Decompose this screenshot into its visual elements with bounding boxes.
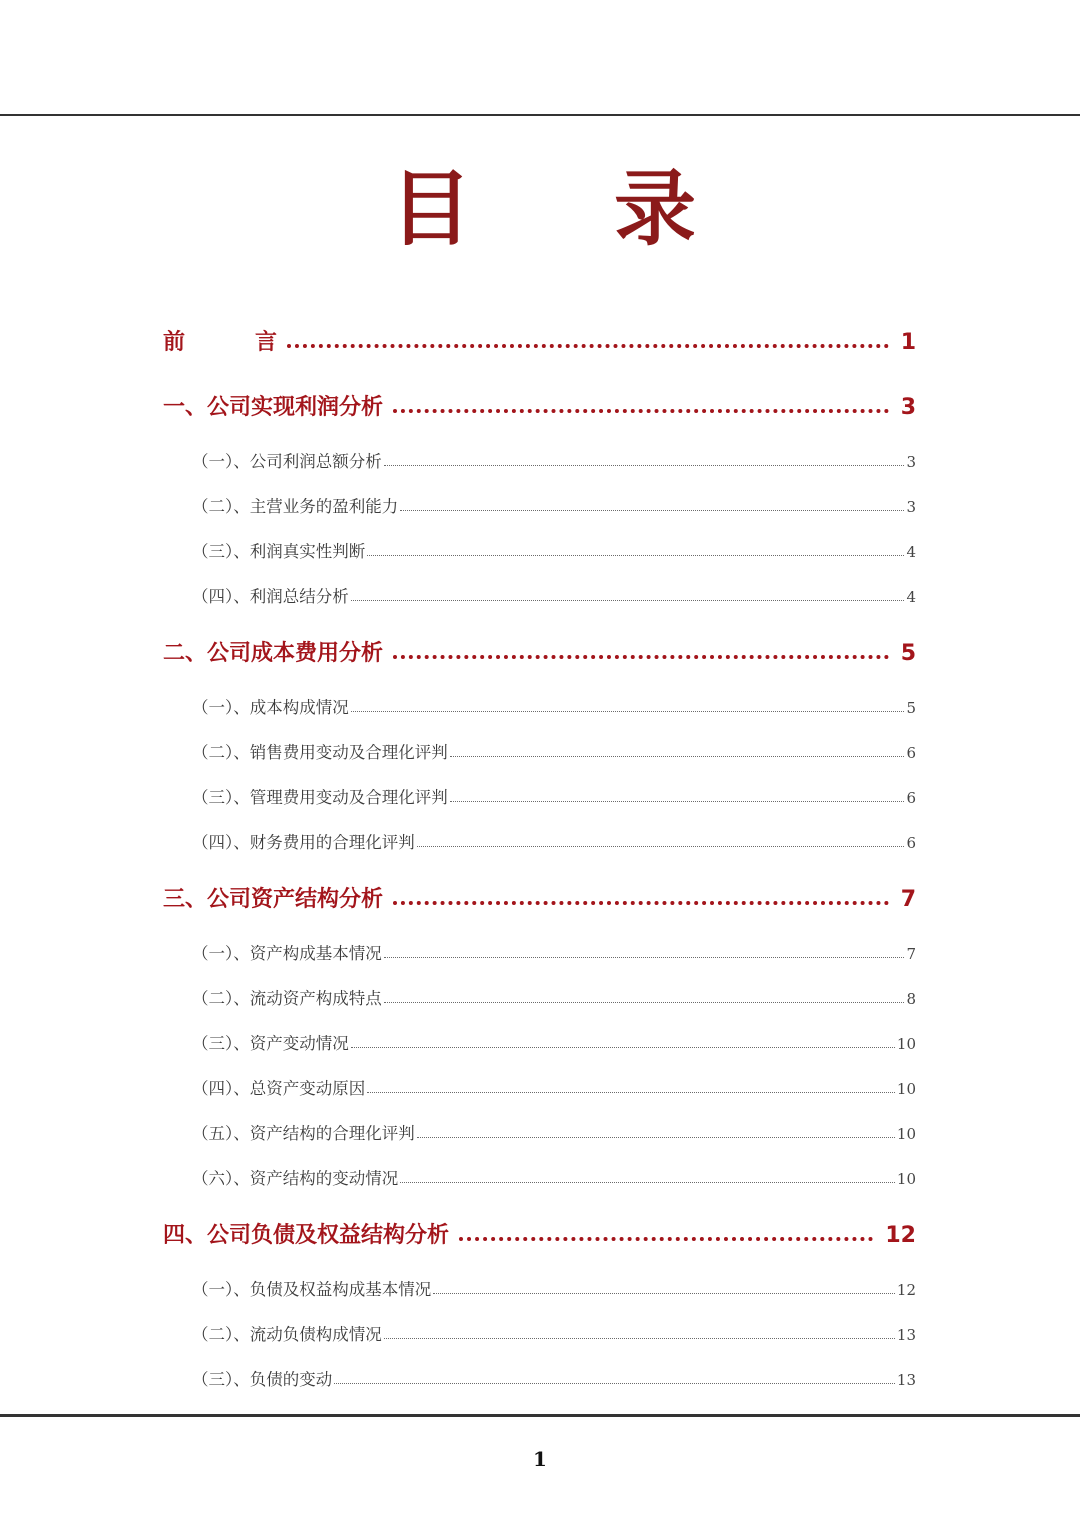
toc-entry-title: （三）、资产变动情况: [192, 1033, 349, 1053]
toc-page-number: 6: [906, 744, 916, 762]
toc-page-number: 5: [900, 641, 916, 666]
toc-entry-title: （三）、管理费用变动及合理化评判: [192, 787, 448, 807]
toc-page-number: 8: [906, 990, 916, 1008]
title-char-lu: 录: [614, 162, 697, 257]
toc-dot-leader: [393, 655, 889, 659]
toc-dot-leader: [351, 600, 905, 601]
toc-entry-title: （二）、主营业务的盈利能力: [192, 496, 399, 516]
toc-entry-title: （三）、负债的变动: [192, 1369, 333, 1389]
toc-page-number: 13: [896, 1326, 916, 1344]
toc-page-number: 4: [906, 588, 916, 606]
toc-subsection[interactable]: [192, 1118, 916, 1142]
toc-page-number: 3: [900, 395, 916, 420]
toc-page-number: 12: [896, 1281, 916, 1299]
toc-dot-leader: [367, 1092, 895, 1093]
toc-subsection[interactable]: [192, 1073, 916, 1097]
toc-section-2[interactable]: [163, 635, 916, 665]
toc-page-number: 6: [906, 834, 916, 852]
page-number: 1: [533, 1447, 547, 1471]
toc-subsection[interactable]: [192, 827, 916, 851]
toc-subsection[interactable]: [192, 938, 916, 962]
toc-entry-title: 一、公司实现利润分析: [163, 395, 384, 420]
toc-entry-title: （六）、资产结构的变动情况: [192, 1168, 399, 1188]
toc-page-number: 13: [896, 1371, 916, 1389]
toc-page-number: 10: [896, 1125, 916, 1143]
toc-subsection[interactable]: [192, 1274, 916, 1298]
toc-subsection[interactable]: [192, 1319, 916, 1343]
toc-entry-title: 前 言: [163, 330, 278, 355]
toc-dot-leader: [384, 957, 905, 958]
toc-page-number: 3: [906, 453, 916, 471]
toc-subsection[interactable]: [192, 536, 916, 560]
footer-rule: [0, 1414, 1080, 1417]
toc-entry-title: （四）、总资产变动原因: [192, 1078, 366, 1098]
toc-dot-leader: [351, 711, 905, 712]
toc-dot-leader: [459, 1237, 873, 1241]
toc-dot-leader: [450, 801, 905, 802]
toc-dot-leader: [417, 846, 905, 847]
toc-page-number: 3: [906, 498, 916, 516]
toc-section-3[interactable]: [163, 881, 916, 911]
toc-subsection[interactable]: [192, 737, 916, 761]
toc-subsection[interactable]: [192, 1163, 916, 1187]
toc-dot-leader: [393, 901, 889, 905]
toc-entry-title: （一）、成本构成情况: [192, 697, 349, 717]
toc-page-number: 12: [885, 1223, 916, 1248]
toc-entry-title: （四）、利润总结分析: [192, 586, 349, 606]
toc-entry-title: （三）、利润真实性判断: [192, 541, 366, 561]
toc-entry-title: 四、公司负债及权益结构分析: [163, 1223, 450, 1248]
toc-subsection[interactable]: [192, 1364, 916, 1388]
toc-section-1[interactable]: [163, 389, 916, 419]
toc-entry-title: （二）、流动负债构成情况: [192, 1324, 382, 1344]
toc-subsection[interactable]: [192, 782, 916, 806]
title-char-mu: 目: [390, 162, 473, 257]
toc-entry-title: （五）、资产结构的合理化评判: [192, 1123, 415, 1143]
toc-entry-title: （二）、销售费用变动及合理化评判: [192, 742, 448, 762]
toc-dot-leader: [384, 465, 905, 466]
toc-page-number: 7: [906, 945, 916, 963]
toc-subsection[interactable]: [192, 491, 916, 515]
toc-dot-leader: [367, 555, 904, 556]
header-rule: [0, 114, 1080, 116]
toc-page-number: 10: [896, 1170, 916, 1188]
toc-page-number: 6: [906, 789, 916, 807]
toc-entry-title: （四）、财务费用的合理化评判: [192, 832, 415, 852]
toc-entry-title: （一）、负债及权益构成基本情况: [192, 1279, 432, 1299]
toc-page-number: 10: [896, 1035, 916, 1053]
toc-dot-leader: [384, 1338, 895, 1339]
toc-section-4[interactable]: [163, 1217, 916, 1247]
toc-dot-leader: [393, 409, 889, 413]
toc-dot-leader: [287, 344, 889, 348]
toc-subsection[interactable]: [192, 1028, 916, 1052]
toc-dot-leader: [400, 510, 904, 511]
toc-entry-title: 三、公司资产结构分析: [163, 887, 384, 912]
toc-dot-leader: [417, 1137, 895, 1138]
toc-subsection[interactable]: [192, 581, 916, 605]
toc-entry-title: （二）、流动资产构成特点: [192, 988, 382, 1008]
toc-subsection[interactable]: [192, 692, 916, 716]
toc-dot-leader: [400, 1182, 895, 1183]
toc-dot-leader: [450, 756, 905, 757]
toc-page-number: 10: [896, 1080, 916, 1098]
toc-subsection[interactable]: [192, 983, 916, 1007]
toc-page-number: 5: [906, 699, 916, 717]
toc-entry-preface[interactable]: [163, 324, 916, 354]
toc-subsection[interactable]: [192, 446, 916, 470]
toc-page-number: 1: [900, 330, 916, 355]
page-title: [0, 160, 1080, 260]
toc-dot-leader: [433, 1293, 895, 1294]
toc-entry-title: 二、公司成本费用分析: [163, 641, 384, 666]
toc-page-number: 4: [906, 543, 916, 561]
toc-entry-title: （一）、公司利润总额分析: [192, 451, 382, 471]
toc-dot-leader: [384, 1002, 905, 1003]
toc-entry-title: （一）、资产构成基本情况: [192, 943, 382, 963]
toc-page-number: 7: [900, 887, 916, 912]
toc-dot-leader: [351, 1047, 895, 1048]
toc-dot-leader: [334, 1383, 895, 1384]
